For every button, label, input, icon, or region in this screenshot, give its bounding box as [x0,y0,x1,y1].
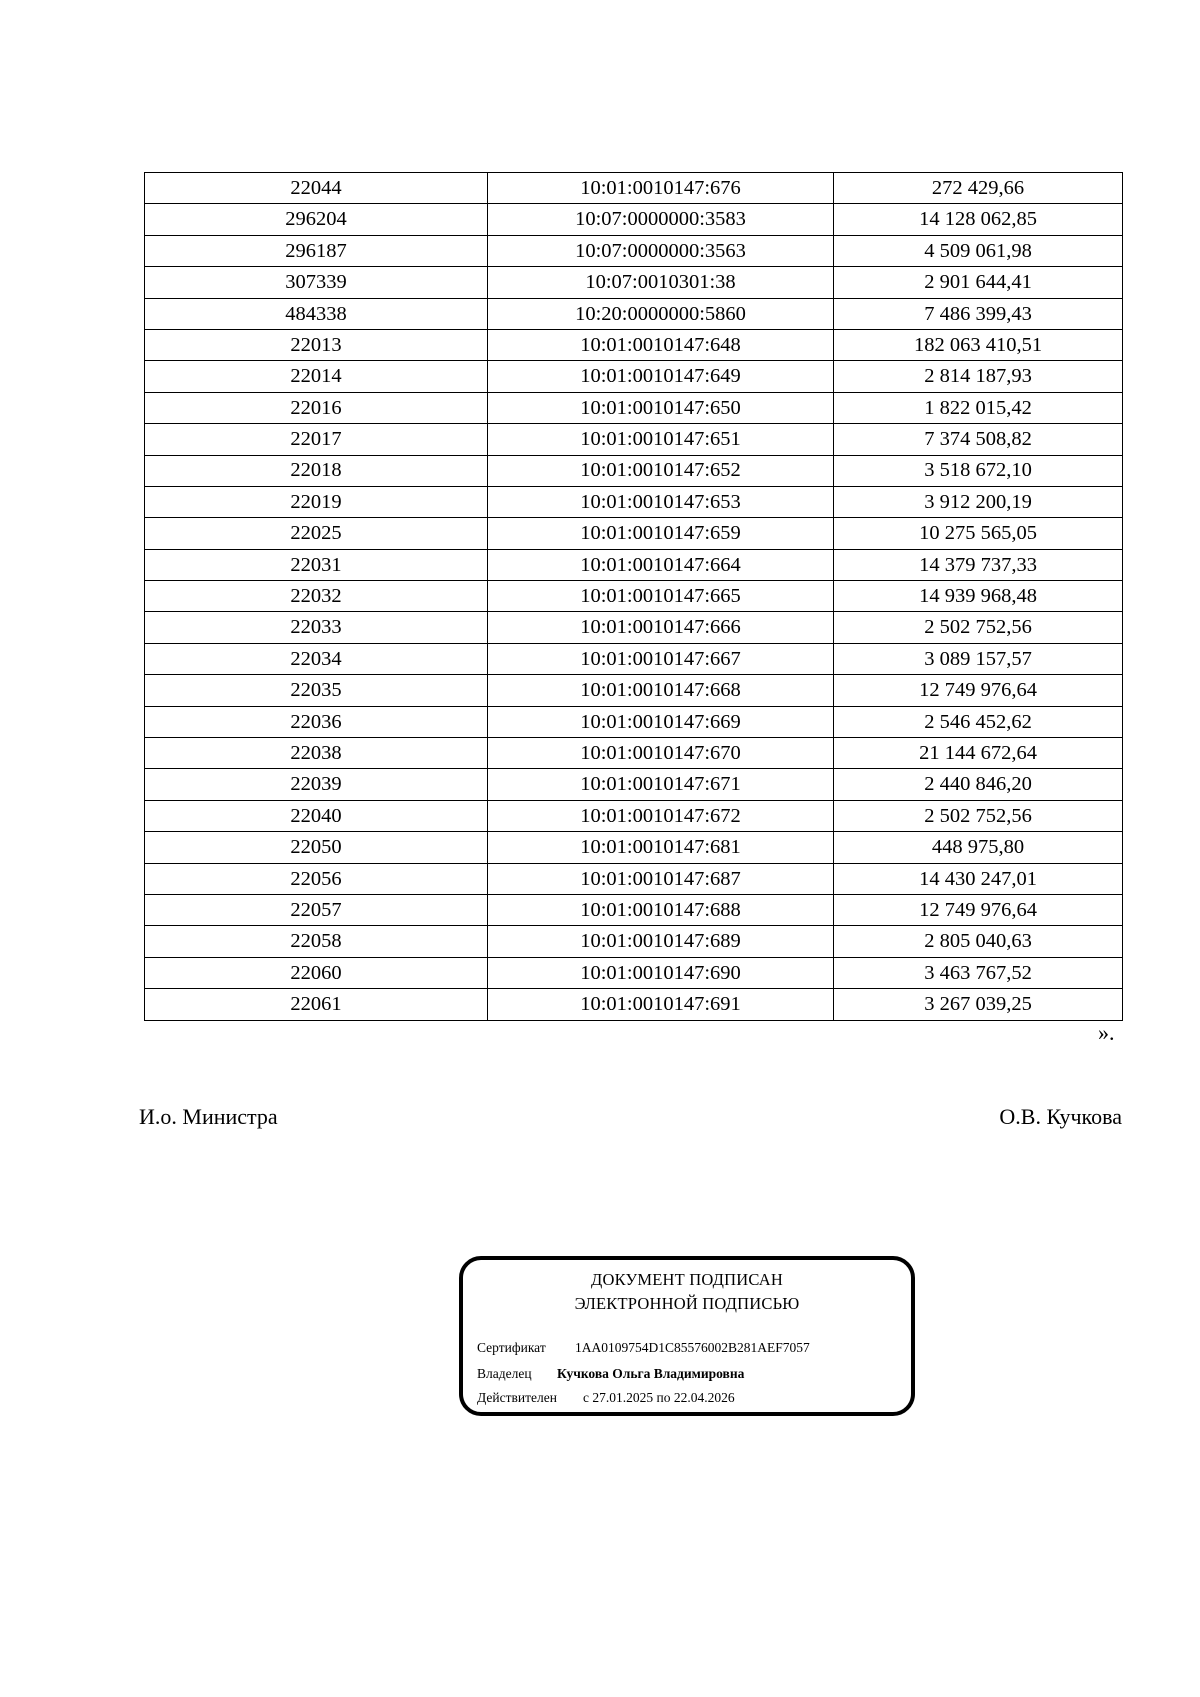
object-number-cell: 22044 [145,173,488,204]
valid-value: с 27.01.2025 по 22.04.2026 [583,1390,735,1405]
stamp-validity-row [477,1390,735,1406]
cadastral-value-cell: 12 749 976,64 [834,675,1123,706]
table-row [145,926,1123,957]
object-number-cell: 22014 [145,361,488,392]
cadastral-number-cell: 10:01:0010147:671 [488,769,834,800]
object-number-cell: 22013 [145,329,488,360]
cadastral-number-cell: 10:01:0010147:651 [488,424,834,455]
cadastral-value-cell: 2 805 040,63 [834,926,1123,957]
cadastral-value-cell: 2 502 752,56 [834,800,1123,831]
object-number-cell: 22032 [145,581,488,612]
table-row [145,361,1123,392]
table-row [145,173,1123,204]
cadastral-number-cell: 10:01:0010147:668 [488,675,834,706]
cadastral-value-cell: 4 509 061,98 [834,235,1123,266]
object-number-cell: 484338 [145,298,488,329]
object-number-cell: 22033 [145,612,488,643]
cadastral-number-cell: 10:01:0010147:672 [488,800,834,831]
cadastral-value-cell: 3 089 157,57 [834,643,1123,674]
cadastral-value-cell: 10 275 565,05 [834,518,1123,549]
certificate-label: Сертификат [477,1340,546,1355]
table-row [145,549,1123,580]
cadastral-number-cell: 10:01:0010147:648 [488,329,834,360]
table-row [145,706,1123,737]
cadastral-number-cell: 10:01:0010147:691 [488,989,834,1020]
cadastral-number-cell: 10:01:0010147:667 [488,643,834,674]
table-row [145,989,1123,1020]
object-number-cell: 22016 [145,392,488,423]
cadastral-value-cell: 3 463 767,52 [834,957,1123,988]
cadastral-value-cell: 14 379 737,33 [834,549,1123,580]
certificate-value: 1AA0109754D1C85576002B281AEF7057 [575,1340,810,1355]
table-row [145,863,1123,894]
table-row [145,800,1123,831]
stamp-title-line-1: ДОКУМЕНТ ПОДПИСАН [591,1270,783,1289]
table-row [145,267,1123,298]
table-row [145,643,1123,674]
cadastral-value-cell: 3 267 039,25 [834,989,1123,1020]
table-row [145,235,1123,266]
table-row [145,424,1123,455]
cadastral-number-cell: 10:07:0000000:3583 [488,204,834,235]
cadastral-number-cell: 10:01:0010147:664 [488,549,834,580]
cadastral-number-cell: 10:01:0010147:653 [488,486,834,517]
cadastral-number-cell: 10:01:0010147:670 [488,738,834,769]
cadastral-value-cell: 2 546 452,62 [834,706,1123,737]
cadastral-value-table [144,172,1123,1021]
table-row [145,581,1123,612]
cadastral-number-cell: 10:01:0010147:652 [488,455,834,486]
cadastral-number-cell: 10:20:0000000:5860 [488,298,834,329]
cadastral-value-cell: 2 901 644,41 [834,267,1123,298]
object-number-cell: 22039 [145,769,488,800]
cadastral-number-cell: 10:01:0010147:665 [488,581,834,612]
object-number-cell: 296204 [145,204,488,235]
owner-label: Владелец [477,1366,532,1381]
cadastral-value-cell: 7 374 508,82 [834,424,1123,455]
cadastral-value-cell: 182 063 410,51 [834,329,1123,360]
cadastral-value-cell: 14 128 062,85 [834,204,1123,235]
cadastral-value-cell: 21 144 672,64 [834,738,1123,769]
cadastral-number-cell: 10:01:0010147:669 [488,706,834,737]
table-row [145,518,1123,549]
cadastral-number-cell: 10:01:0010147:666 [488,612,834,643]
cadastral-number-cell: 10:01:0010147:687 [488,863,834,894]
cadastral-number-cell: 10:01:0010147:681 [488,832,834,863]
cadastral-number-cell: 10:01:0010147:688 [488,894,834,925]
object-number-cell: 22019 [145,486,488,517]
object-number-cell: 22056 [145,863,488,894]
object-number-cell: 22058 [145,926,488,957]
stamp-title-line-2: ЭЛЕКТРОННОЙ ПОДПИСЬЮ [574,1294,800,1313]
cadastral-number-cell: 10:01:0010147:650 [488,392,834,423]
electronic-signature-stamp [459,1256,915,1416]
table-row [145,392,1123,423]
object-number-cell: 22034 [145,643,488,674]
table-row [145,894,1123,925]
cadastral-value-cell: 14 430 247,01 [834,863,1123,894]
table-row [145,455,1123,486]
cadastral-number-cell: 10:07:0010301:38 [488,267,834,298]
cadastral-number-cell: 10:01:0010147:689 [488,926,834,957]
table-row [145,486,1123,517]
table-row [145,675,1123,706]
table-row [145,832,1123,863]
cadastral-value-cell: 3 912 200,19 [834,486,1123,517]
object-number-cell: 22038 [145,738,488,769]
object-number-cell: 22017 [145,424,488,455]
cadastral-value-cell: 1 822 015,42 [834,392,1123,423]
object-number-cell: 22050 [145,832,488,863]
cadastral-value-cell: 14 939 968,48 [834,581,1123,612]
table-row [145,738,1123,769]
object-number-cell: 22035 [145,675,488,706]
table-row [145,329,1123,360]
object-number-cell: 22040 [145,800,488,831]
signatory-name: О.В. Кучкова [999,1104,1122,1129]
object-number-cell: 296187 [145,235,488,266]
object-number-cell: 22057 [145,894,488,925]
table-row [145,769,1123,800]
object-number-cell: 22031 [145,549,488,580]
object-number-cell: 22025 [145,518,488,549]
cadastral-value-cell: 2 502 752,56 [834,612,1123,643]
cadastral-number-cell: 10:01:0010147:690 [488,957,834,988]
cadastral-number-cell: 10:01:0010147:676 [488,173,834,204]
cadastral-value-cell: 7 486 399,43 [834,298,1123,329]
table-body [145,173,1123,1021]
owner-value: Кучкова Ольга Владимировна [557,1366,745,1381]
cadastral-number-cell: 10:01:0010147:649 [488,361,834,392]
cadastral-number-cell: 10:01:0010147:659 [488,518,834,549]
table-row [145,204,1123,235]
object-number-cell: 22061 [145,989,488,1020]
stamp-owner-row [477,1366,744,1382]
cadastral-value-cell: 2 440 846,20 [834,769,1123,800]
closing-quote: ». [1098,1020,1115,1045]
table-row [145,298,1123,329]
cadastral-value-cell: 448 975,80 [834,832,1123,863]
object-number-cell: 307339 [145,267,488,298]
valid-label: Действителен [477,1390,557,1405]
signatory-position: И.о. Министра [139,1104,278,1129]
cadastral-value-cell: 12 749 976,64 [834,894,1123,925]
stamp-certificate-row [477,1340,810,1356]
cadastral-value-cell: 272 429,66 [834,173,1123,204]
object-number-cell: 22036 [145,706,488,737]
object-number-cell: 22018 [145,455,488,486]
cadastral-number-cell: 10:07:0000000:3563 [488,235,834,266]
object-number-cell: 22060 [145,957,488,988]
table-row [145,612,1123,643]
table-row [145,957,1123,988]
cadastral-value-cell: 2 814 187,93 [834,361,1123,392]
cadastral-value-cell: 3 518 672,10 [834,455,1123,486]
